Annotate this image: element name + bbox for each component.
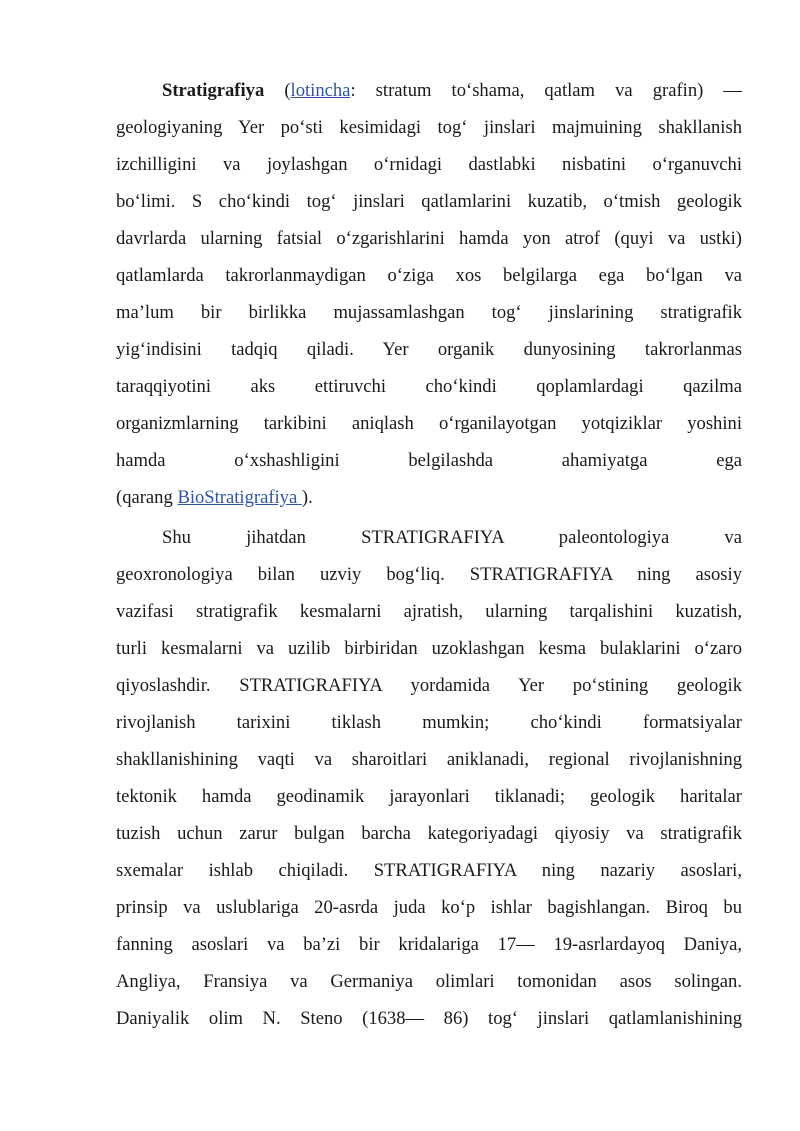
paragraph-2-line-8: tektonik hamda geodinamik jarayonlari tiklanadi; geologik haritalar	[116, 786, 742, 807]
paragraph-1-line-1	[116, 72, 742, 109]
paragraph-1-line-7: ma’lum bir birlikka mujassamlashgan tog‘ jinslarining stratigrafik	[116, 302, 742, 323]
document-body	[116, 72, 742, 1037]
paragraph-1-line-3: izchilligini va joylashgan o‘rnidagi dastlabki nisbatini o‘rganuvchi	[116, 154, 742, 175]
paragraph-2-line-3: vazifasi stratigrafik kesmalarni ajratish, ularning tarqalishini kuzatish,	[116, 601, 742, 622]
paragraph-2-line-7: shakllanishining vaqti va sharoitlari aniklanadi, regional rivojlanishning	[116, 749, 742, 770]
paragraph-1-line-10: organizmlarning tarkibini aniqlash o‘rganilayotgan yotqiziklar yoshini	[116, 413, 742, 434]
paragraph-2-line-11: prinsip va uslublariga 20-asrda juda ko‘p ishlar bagishlangan. Biroq bu	[116, 897, 742, 918]
paragraph-2-line-6: rivojlanish tarixini tiklash mumkin; cho‘kindi formatsiyalar	[116, 712, 742, 733]
paragraph-1-line-9: taraqqiyotini aks ettiruvchi cho‘kindi qoplamlardagi qazilma	[116, 376, 742, 397]
open-paren: (	[264, 80, 291, 101]
see-also-prefix: (qarang	[116, 487, 178, 508]
definition-text: : stratum to‘shama, qatlam va grafin) —	[350, 80, 742, 101]
term-stratigrafiya: Stratigrafiya	[162, 80, 265, 101]
paragraph-1-line-8: yig‘indisini tadqiq qiladi. Yer organik dunyosining takrorlanmas	[116, 339, 742, 360]
paragraph-1-line-12	[116, 479, 742, 516]
paragraph-1-line-5: davrlarda ularning fatsial o‘zgarishlarini hamda yon atrof (quyi va ustki)	[116, 228, 742, 249]
paragraph-1-line-4: bo‘limi. S cho‘kindi tog‘ jinslari qatlamlarini kuzatib, o‘tmish geologik	[116, 191, 742, 212]
paragraph-1-line-6: qatlamlarda takrorlanmaydigan o‘ziga xos belgilarga ega bo‘lgan va	[116, 265, 742, 286]
paragraph-2-line-2: geoxronologiya bilan uzviy bog‘liq. STRATIGRAFIYA ning asosiy	[116, 564, 742, 585]
paragraph-2-line-4: turli kesmalarni va uzilib birbiridan uzoklashgan kesma bulaklarini o‘zaro	[116, 638, 742, 659]
paragraph-2-line-14: Daniyalik olim N. Steno (1638— 86) tog‘ jinslari qatlamlanishining	[116, 1008, 742, 1029]
paragraph-1-line-2: geologiyaning Yer po‘sti kesimidagi tog‘ jinslari majmuining shakllanish	[116, 117, 742, 138]
paragraph-2-line-12: fanning asoslari va ba’zi bir kridalariga 17— 19-asrlardayoq Daniya,	[116, 934, 742, 955]
paragraph-2-line-13: Angliya, Fransiya va Germaniya olimlari tomonidan asos solingan.	[116, 971, 742, 992]
paragraph-2-line-1: Shu jihatdan STRATIGRAFIYA paleontologiya va	[162, 527, 742, 548]
paragraph-1-line-11: hamda o‘xshashligini belgilashda ahamiyatga ega	[116, 450, 742, 471]
paragraph-2-line-10: sxemalar ishlab chiqiladi. STRATIGRAFIYA ning nazariy asoslari,	[116, 860, 742, 881]
paragraph-2-line-9: tuzish uchun zarur bulgan barcha kategoriyadagi qiyosiy va stratigrafik	[116, 823, 742, 844]
paragraph-2-line-5: qiyoslashdir. STRATIGRAFIYA yordamida Yer po‘stining geologik	[116, 675, 742, 696]
link-biostratigrafiya[interactable]: BioStratigrafiya	[177, 487, 302, 508]
see-also-suffix: ).	[301, 487, 313, 508]
link-lotincha[interactable]: lotincha	[290, 80, 351, 101]
